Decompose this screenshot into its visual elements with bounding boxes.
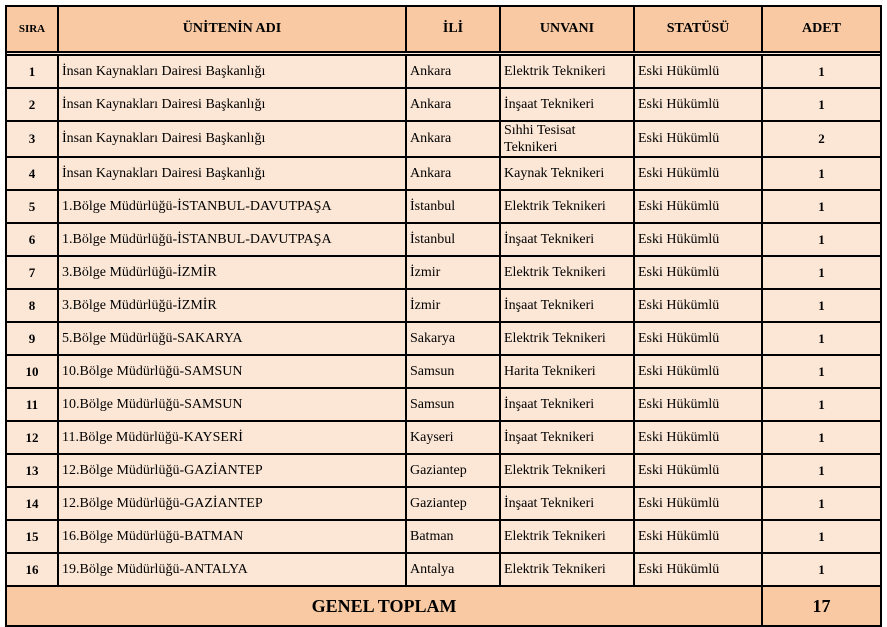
header-row	[6, 6, 881, 52]
header-status: STATÜSÜ	[634, 6, 762, 52]
table-row	[6, 520, 881, 553]
cell-sira: 14	[6, 487, 58, 520]
cell-title: Harita Teknikeri	[500, 355, 634, 388]
cell-status: Eski Hükümlü	[634, 289, 762, 322]
cell-province: Gaziantep	[406, 487, 500, 520]
cell-province: Samsun	[406, 355, 500, 388]
cell-province: Ankara	[406, 157, 500, 190]
cell-status: Eski Hükümlü	[634, 121, 762, 157]
cell-province: Ankara	[406, 88, 500, 121]
cell-sira: 3	[6, 121, 58, 157]
cell-sira: 10	[6, 355, 58, 388]
cell-sira: 13	[6, 454, 58, 487]
positions-table	[5, 5, 882, 627]
cell-sira: 16	[6, 553, 58, 586]
cell-unit-name: 1.Bölge Müdürlüğü-İSTANBUL-DAVUTPAŞA	[58, 190, 406, 223]
cell-title: İnşaat Teknikeri	[500, 88, 634, 121]
cell-unit-name: 3.Bölge Müdürlüğü-İZMİR	[58, 256, 406, 289]
cell-unit-name: İnsan Kaynakları Dairesi Başkanlığı	[58, 157, 406, 190]
table-row	[6, 190, 881, 223]
header-sira: SIRA	[6, 6, 58, 52]
cell-count: 1	[762, 520, 881, 553]
cell-count: 1	[762, 157, 881, 190]
cell-province: İzmir	[406, 289, 500, 322]
cell-unit-name: İnsan Kaynakları Dairesi Başkanlığı	[58, 121, 406, 157]
cell-unit-name: 12.Bölge Müdürlüğü-GAZİANTEP	[58, 487, 406, 520]
cell-province: Batman	[406, 520, 500, 553]
table-body	[6, 52, 881, 586]
header-province: İLİ	[406, 6, 500, 52]
table-row	[6, 256, 881, 289]
cell-province: Ankara	[406, 121, 500, 157]
cell-title: İnşaat Teknikeri	[500, 487, 634, 520]
cell-count: 1	[762, 421, 881, 454]
table-row	[6, 454, 881, 487]
cell-sira: 15	[6, 520, 58, 553]
cell-title: İnşaat Teknikeri	[500, 289, 634, 322]
cell-count: 1	[762, 322, 881, 355]
cell-province: Samsun	[406, 388, 500, 421]
cell-unit-name: 19.Bölge Müdürlüğü-ANTALYA	[58, 553, 406, 586]
header-title: UNVANI	[500, 6, 634, 52]
cell-status: Eski Hükümlü	[634, 88, 762, 121]
cell-province: İzmir	[406, 256, 500, 289]
cell-status: Eski Hükümlü	[634, 55, 762, 88]
cell-province: Gaziantep	[406, 454, 500, 487]
cell-status: Eski Hükümlü	[634, 157, 762, 190]
cell-sira: 2	[6, 88, 58, 121]
cell-status: Eski Hükümlü	[634, 223, 762, 256]
total-value: 17	[762, 586, 881, 626]
total-label: GENEL TOPLAM	[6, 586, 762, 626]
table-row	[6, 421, 881, 454]
table-row	[6, 289, 881, 322]
table-row	[6, 223, 881, 256]
cell-status: Eski Hükümlü	[634, 355, 762, 388]
cell-count: 1	[762, 487, 881, 520]
cell-sira: 1	[6, 55, 58, 88]
cell-title: Elektrik Teknikeri	[500, 322, 634, 355]
table-row	[6, 388, 881, 421]
cell-province: Kayseri	[406, 421, 500, 454]
cell-unit-name: 3.Bölge Müdürlüğü-İZMİR	[58, 289, 406, 322]
cell-status: Eski Hükümlü	[634, 520, 762, 553]
cell-count: 1	[762, 454, 881, 487]
cell-sira: 6	[6, 223, 58, 256]
cell-province: İstanbul	[406, 223, 500, 256]
cell-count: 1	[762, 553, 881, 586]
cell-sira: 11	[6, 388, 58, 421]
cell-province: İstanbul	[406, 190, 500, 223]
cell-count: 1	[762, 190, 881, 223]
cell-count: 1	[762, 289, 881, 322]
cell-province: Antalya	[406, 553, 500, 586]
table-row	[6, 157, 881, 190]
cell-status: Eski Hükümlü	[634, 487, 762, 520]
cell-unit-name: İnsan Kaynakları Dairesi Başkanlığı	[58, 88, 406, 121]
cell-title: Elektrik Teknikeri	[500, 190, 634, 223]
cell-unit-name: 11.Bölge Müdürlüğü-KAYSERİ	[58, 421, 406, 454]
cell-sira: 5	[6, 190, 58, 223]
cell-status: Eski Hükümlü	[634, 454, 762, 487]
header-count: ADET	[762, 6, 881, 52]
cell-count: 1	[762, 355, 881, 388]
cell-count: 2	[762, 121, 881, 157]
cell-status: Eski Hükümlü	[634, 421, 762, 454]
cell-sira: 7	[6, 256, 58, 289]
cell-count: 1	[762, 55, 881, 88]
cell-count: 1	[762, 223, 881, 256]
total-row	[6, 586, 881, 626]
cell-unit-name: 16.Bölge Müdürlüğü-BATMAN	[58, 520, 406, 553]
table-row	[6, 553, 881, 586]
cell-province: Sakarya	[406, 322, 500, 355]
cell-unit-name: 12.Bölge Müdürlüğü-GAZİANTEP	[58, 454, 406, 487]
cell-title: İnşaat Teknikeri	[500, 223, 634, 256]
cell-count: 1	[762, 88, 881, 121]
cell-title: Elektrik Teknikeri	[500, 454, 634, 487]
cell-count: 1	[762, 256, 881, 289]
cell-sira: 4	[6, 157, 58, 190]
cell-sira: 12	[6, 421, 58, 454]
cell-status: Eski Hükümlü	[634, 322, 762, 355]
table-row	[6, 322, 881, 355]
cell-title: İnşaat Teknikeri	[500, 421, 634, 454]
header-unit-name: ÜNİTENİN ADI	[58, 6, 406, 52]
table-row	[6, 55, 881, 88]
cell-title: Sıhhi Tesisat Teknikeri	[500, 121, 634, 157]
cell-status: Eski Hükümlü	[634, 190, 762, 223]
cell-unit-name: 1.Bölge Müdürlüğü-İSTANBUL-DAVUTPAŞA	[58, 223, 406, 256]
cell-title: Elektrik Teknikeri	[500, 520, 634, 553]
cell-title: Elektrik Teknikeri	[500, 55, 634, 88]
cell-status: Eski Hükümlü	[634, 553, 762, 586]
cell-title: İnşaat Teknikeri	[500, 388, 634, 421]
table-row	[6, 121, 881, 157]
table-row	[6, 88, 881, 121]
cell-unit-name: 10.Bölge Müdürlüğü-SAMSUN	[58, 388, 406, 421]
cell-title: Kaynak Teknikeri	[500, 157, 634, 190]
cell-count: 1	[762, 388, 881, 421]
cell-title: Elektrik Teknikeri	[500, 256, 634, 289]
cell-sira: 9	[6, 322, 58, 355]
cell-status: Eski Hükümlü	[634, 388, 762, 421]
cell-sira: 8	[6, 289, 58, 322]
cell-unit-name: İnsan Kaynakları Dairesi Başkanlığı	[58, 55, 406, 88]
cell-unit-name: 5.Bölge Müdürlüğü-SAKARYA	[58, 322, 406, 355]
cell-title: Elektrik Teknikeri	[500, 553, 634, 586]
cell-province: Ankara	[406, 55, 500, 88]
cell-status: Eski Hükümlü	[634, 256, 762, 289]
table-row	[6, 355, 881, 388]
cell-unit-name: 10.Bölge Müdürlüğü-SAMSUN	[58, 355, 406, 388]
table-row	[6, 487, 881, 520]
